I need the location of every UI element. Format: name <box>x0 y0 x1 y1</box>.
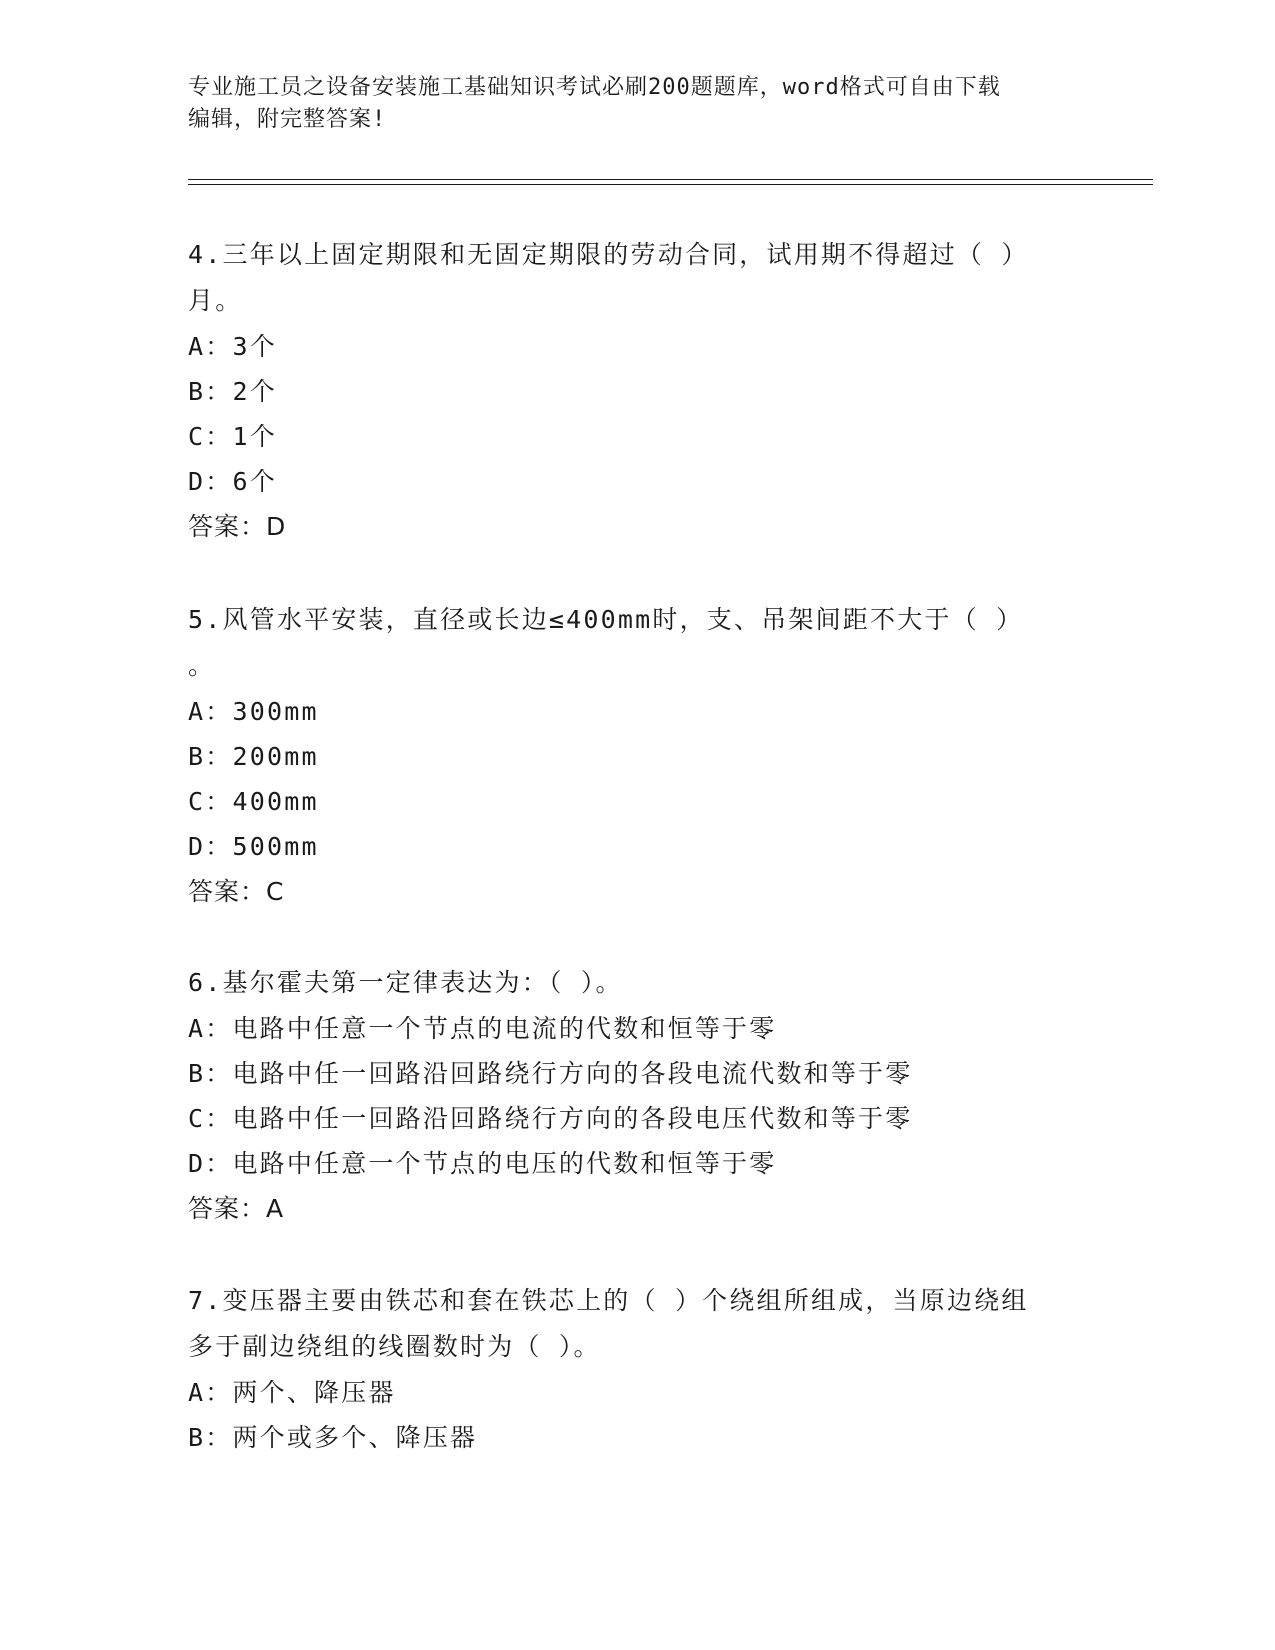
option-b: B：两个或多个、降压器 <box>188 1423 478 1452</box>
option-a: A：300mm <box>188 697 319 726</box>
answer: 答案：A <box>188 1194 285 1223</box>
header-divider-bottom <box>188 184 1153 185</box>
header-divider-top <box>188 179 1153 180</box>
question-6 <box>188 960 1088 1232</box>
option-d: D：6个 <box>188 467 277 496</box>
option-a: A：3个 <box>188 332 277 361</box>
option-d: D：电路中任意一个节点的电压的代数和恒等于零 <box>188 1149 777 1178</box>
question-stem-line-2: 。 <box>188 651 216 680</box>
question-stem-line-1: 5.风管水平安装，直径或长边≤400mm时，支、吊架间距不大于（ ） <box>188 605 1024 634</box>
option-b: B：200mm <box>188 742 319 771</box>
question-5 <box>188 597 1088 915</box>
option-c: C：1个 <box>188 422 277 451</box>
option-c: C：电路中任一回路沿回路绕行方向的各段电压代数和等于零 <box>188 1104 913 1133</box>
answer: 答案：C <box>188 877 285 906</box>
question-stem-line-1: 6.基尔霍夫第一定律表达为：（ ）。 <box>188 968 623 997</box>
option-b: B：电路中任一回路沿回路绕行方向的各段电流代数和等于零 <box>188 1059 913 1088</box>
option-a: A：两个、降压器 <box>188 1378 396 1407</box>
option-b: B：2个 <box>188 377 277 406</box>
question-stem-line-2: 多于副边绕组的线圈数时为（ ）。 <box>188 1332 601 1361</box>
answer: 答案：D <box>188 512 287 541</box>
header-line-1: 专业施工员之设备安装施工基础知识考试必刷200题题库，word格式可自由下载 <box>188 75 1001 100</box>
option-d: D：500mm <box>188 832 319 861</box>
question-stem-line-1: 7.变压器主要由铁芯和套在铁芯上的（ ）个绕组所组成，当原边绕组 <box>188 1286 1029 1315</box>
question-stem-line-2: 月。 <box>188 286 243 315</box>
option-a: A：电路中任意一个节点的电流的代数和恒等于零 <box>188 1014 777 1043</box>
document-header <box>188 72 1088 136</box>
header-line-2: 编辑，附完整答案! <box>188 107 387 132</box>
question-stem-line-1: 4.三年以上固定期限和无固定期限的劳动合同，试用期不得超过（ ） <box>188 240 1029 269</box>
question-7 <box>188 1278 1088 1460</box>
question-4 <box>188 232 1088 550</box>
option-c: C：400mm <box>188 787 319 816</box>
